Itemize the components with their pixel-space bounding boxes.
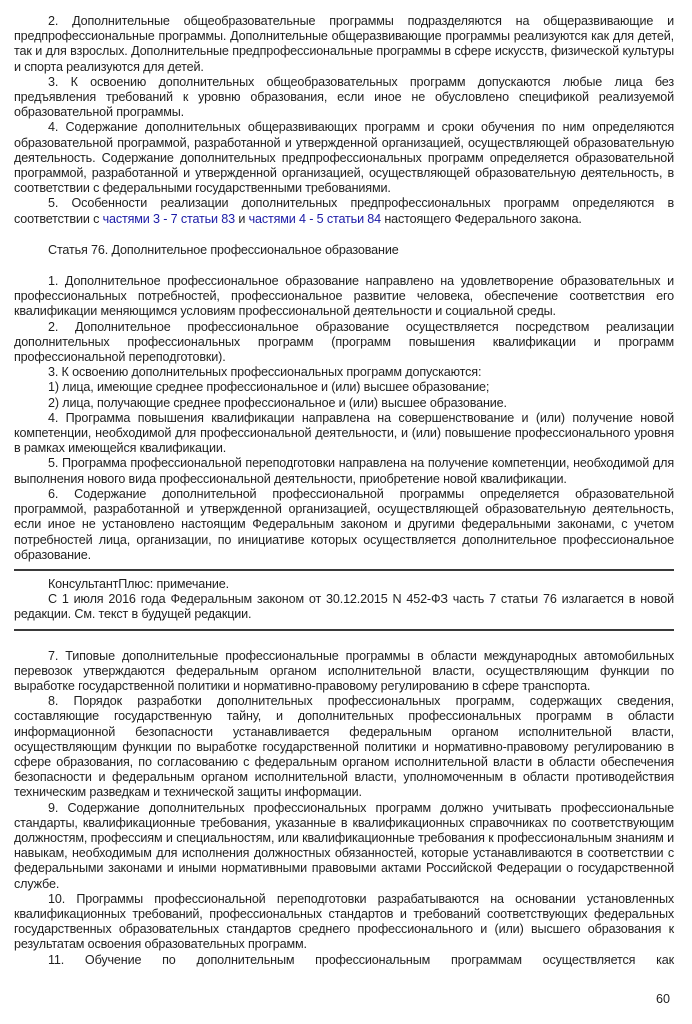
paragraph-76-4: 4. Программа повышения квалификации направлена на совершенствование и (или) получение новой компетенции, необходимой для профессиональной деятельности, и (или) повышение профессионального уровня в рамках имеющейся квалификации. [14,410,674,456]
paragraph-75-3: 3. К освоению дополнительных общеобразовательных программ допускаются любые лица без предъявления требований к уровню образования, если иное не обусловлено спецификой реализуемой образовательной программы. [14,74,674,120]
paragraph-76-6: 6. Содержание дополнительной профессиональной программы определяется образовательной программой, разработанной и утвержденной организацией, осуществляющей образовательную деятельность, если иное не установлено настоящим Федеральным законом и другими федеральными законами, с учетом потребностей лица, организации, по инициативе которых осуществляется дополнительное профессиональное образование. [14,486,674,562]
paragraph-76-11: 11. Обучение по дополнительным профессиональным программам осуществляется как [48,952,674,967]
paragraph-76-2: 2. Дополнительное профессиональное образование осуществляется посредством реализации дополнительных профессиональных программ (программ повышения квалификации и программ профессиональной переподготовки). [14,319,674,365]
note-bottom-divider [14,629,674,631]
paragraph-75-5 [14,196,674,226]
paragraph-75-4: 4. Содержание дополнительных общеразвивающих программ и сроки обучения по ним определяются образовательной программой, разработанной и утвержденной организацией, осуществляющей образовательную деятельность. Содержание дополнительных предпрофессиональных программ определяется образовательной программой, разработанной и утвержденной организацией, осуществляющей образовательную деятельность, в соответствии с федеральными государственными требованиями. [14,120,674,196]
paragraph-76-7: 7. Типовые дополнительные профессиональные программы в области международных автомобильных перевозок утверждаются федеральным органом исполнительной власти, осуществляющим функции по выработке государственной политики и нормативно-правовому регулированию в сфере транспорта. [14,648,674,693]
spacer [14,637,674,649]
consultant-note [14,577,674,623]
paragraph-75-2: 2. Дополнительные общеобразовательные программы подразделяются на общеразвивающие и предпрофессиональные программы. Дополнительные общеразвивающие программы реализуются как для детей, так и для взрослых. Дополнительные предпрофессиональные программы в сфере искусств, физической культуры и спорта реализуются для детей. [14,14,674,74]
paragraph-75-5-text-middle: и [235,211,249,226]
link-article-83[interactable]: частями 3 - 7 статьи 83 [102,211,235,226]
paragraph-76-8: 8. Порядок разработки дополнительных профессиональных программ, содержащих сведения, составляющие государственную тайну, и дополнительных профессиональных программ в области информационной безопасности устанавливается федеральным органом исполнительной власти, осуществляющим функции по выработке государственной политики и нормативно-правовому регулированию в сфере образования, по согласованию с федеральным органом исполнительной власти в области обеспечения безопасности и федеральным органом исполнительной власти, уполномоченным в области противодействия техническим разведкам и технической защиты информации. [14,694,674,800]
paragraph-76-9: 9. Содержание дополнительных профессиональных программ должно учитывать профессиональные стандарты, квалификационные требования, указанные в квалификационных справочниках по соответствующим должностям, профессиям и специальностям, или квалификационные требования к профессиональным знаниям и навыкам, необходимым для исполнения должностных обязанностей, которые устанавливаются в соответствии с федеральными законами и иными нормативными правовыми актами Российской Федерации о государственной службе. [14,800,674,891]
note-title: КонсультантПлюс: примечание. [48,576,229,591]
link-article-84[interactable]: частями 4 - 5 статьи 84 [248,211,382,226]
paragraph-76-1: 1. Дополнительное профессиональное образование направлено на удовлетворение образовательных и профессиональных потребностей, профессиональное развитие человека, обеспечение соответствия его квалификации меняющимся условиям профессиональной деятельности и социальной среды. [14,274,674,319]
paragraph-76-3-item-2: 2) лица, получающие среднее профессиональное и (или) высшее образование. [48,395,507,410]
page-number: 60 [655,992,670,1006]
paragraph-75-5-text-before: 5. Особенности реализации дополнительных предпрофессиональных программ определяются в соответствии с [14,196,674,226]
paragraph-76-5: 5. Программа профессиональной переподготовки направлена на получение компетенции, необходимой для выполнения нового вида профессиональной деятельности, приобретение новой квалификации. [14,456,674,486]
paragraph-76-10: 10. Программы профессиональной переподготовки разрабатываются на основании установленных квалификационных требований, профессиональных стандартов и требований соответствующих федеральных государственных образовательных стандартов среднего профессионального и (или) высшего образования к результатам освоения образовательных программ. [14,891,674,952]
paragraph-76-3-item-1: 1) лица, имеющие среднее профессиональное и (или) высшее образование; [48,380,490,395]
paragraph-75-5-text-after: настоящего Федерального закона. [381,211,582,226]
paragraph-76-3: 3. К освоению дополнительных профессиональных программ допускаются: [48,365,482,380]
article-76-heading: Статья 76. Дополнительное профессиональное образование [48,242,399,257]
note-top-divider [14,569,674,571]
document-page [14,14,674,968]
note-text: С 1 июля 2016 года Федеральным законом от 30.12.2015 N 452-ФЗ часть 7 статьи 76 излагается в новой редакции. См. текст в будущей редакции. [14,592,674,622]
